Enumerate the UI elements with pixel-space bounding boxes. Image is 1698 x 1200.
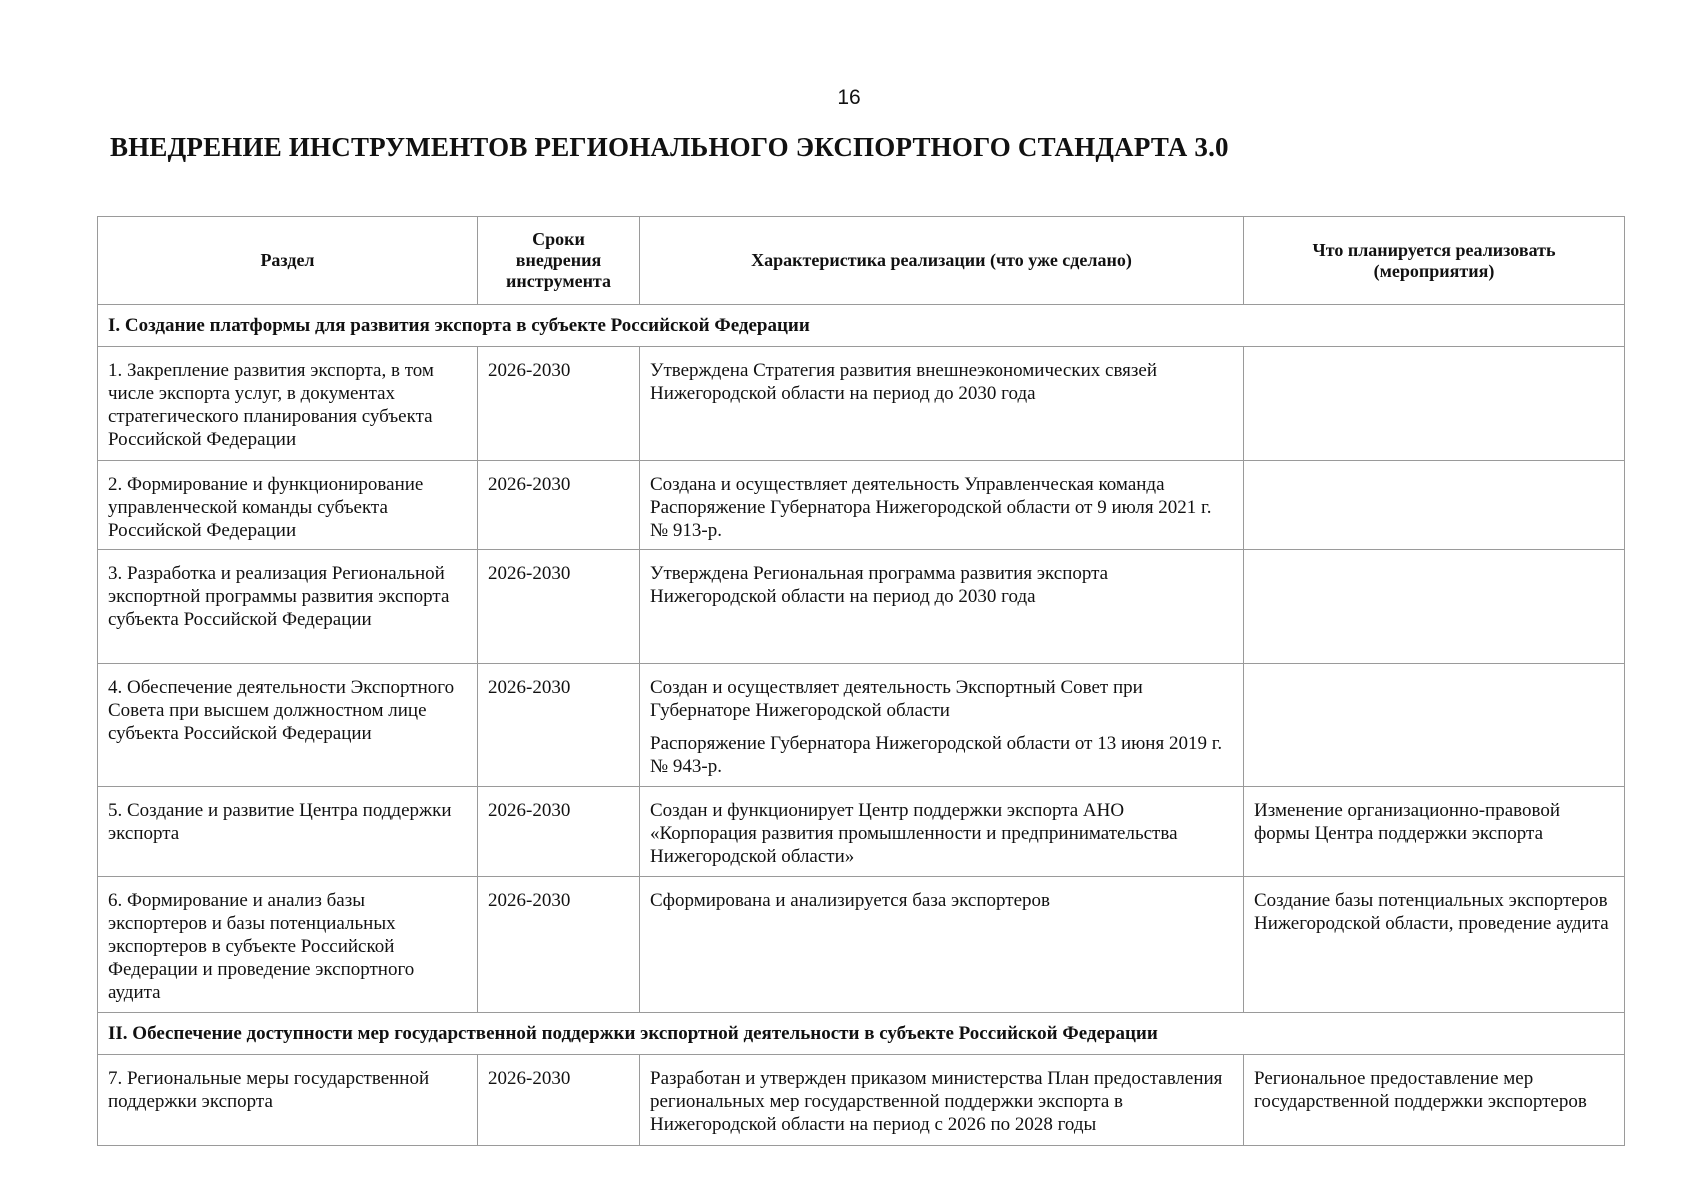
document-title: ВНЕДРЕНИЕ ИНСТРУМЕНТОВ РЕГИОНАЛЬНОГО ЭКСПОРТНОГО СТАНДАРТА 3.0 [110,132,1229,162]
header-planned: Что планируется реализовать (мероприятия) [1244,217,1625,305]
header-section: Раздел [98,217,478,305]
cell-planned: Изменение организационно-правовой формы Центра поддержки экспорта [1244,787,1625,877]
cell-timing: 2026-2030 [478,877,640,1013]
section-heading-row [98,305,1625,347]
implementation-table [97,216,1625,1146]
cell-section: 2. Формирование и функционирование управленческой команды субъекта Российской Федерации [98,461,478,550]
page-number: 16 [837,86,861,109]
cell-timing: 2026-2030 [478,461,640,550]
cell-timing: 2026-2030 [478,787,640,877]
done-paragraph: Распоряжение Губернатора Нижегородской области от 13 июня 2019 г. № 943-р. [650,733,1223,777]
cell-section: 1. Закрепление развития экспорта, в том числе экспорта услуг, в документах стратегического планирования субъекта Российской Федерации [98,347,478,461]
done-paragraph: Создана и осуществляет деятельность Управленческая команда Распоряжение Губернатора Нижегородской области от 9 июля 2021 г. № 913-р. [650,474,1212,541]
cell-done [640,347,1244,461]
cell-timing: 2026-2030 [478,1055,640,1146]
cell-planned: Создание базы потенциальных экспортеров Нижегородской области, проведение аудита [1244,877,1625,1013]
cell-done [640,550,1244,664]
done-paragraph: Создан и функционирует Центр поддержки экспорта АНО «Корпорация развития промышленности и предпринимательства Нижегородской области» [650,800,1178,867]
cell-planned [1244,664,1625,787]
table-row [98,664,1625,787]
table-body [98,305,1625,1146]
cell-section: 4. Обеспечение деятельности Экспортного Совета при высшем должностном лице субъекта Российской Федерации [98,664,478,787]
cell-timing: 2026-2030 [478,550,640,664]
cell-section: 7. Региональные меры государственной поддержки экспорта [98,1055,478,1146]
done-paragraph: Создан и осуществляет деятельность Экспортный Совет при Губернаторе Нижегородской области [650,677,1143,721]
section-heading: II. Обеспечение доступности мер государственной поддержки экспортной деятельности в субъекте Российской Федерации [98,1013,1625,1055]
header-timing: Сроки внедрения инструмента [478,217,640,305]
cell-done [640,877,1244,1013]
cell-section: 3. Разработка и реализация Региональной экспортной программы развития экспорта субъекта Российской Федерации [98,550,478,664]
table-row [98,787,1625,877]
section-heading: I. Создание платформы для развития экспорта в субъекте Российской Федерации [98,305,1625,347]
cell-planned: Региональное предоставление мер государственной поддержки экспортеров [1244,1055,1625,1146]
cell-section: 5. Создание и развитие Центра поддержки экспорта [98,787,478,877]
table-row [98,347,1625,461]
done-paragraph: Утверждена Стратегия развития внешнеэкономических связей Нижегородской области на период до 2030 года [650,360,1158,404]
table-row [98,550,1625,664]
cell-timing: 2026-2030 [478,664,640,787]
done-paragraph: Сформирована и анализируется база экспортеров [650,890,1050,911]
cell-done [640,1055,1244,1146]
done-paragraph: Утверждена Региональная программа развития экспорта Нижегородской области на период до 2030 года [650,563,1109,607]
cell-planned [1244,461,1625,550]
cell-planned [1244,550,1625,664]
cell-timing: 2026-2030 [478,347,640,461]
cell-done [640,787,1244,877]
cell-planned [1244,347,1625,461]
table-row [98,461,1625,550]
table-row [98,877,1625,1013]
header-done: Характеристика реализации (что уже сделано) [640,217,1244,305]
done-paragraph: Разработан и утвержден приказом министерства План предоставления региональных мер государственной поддержки экспорта в Нижегородской области на период с 2026 по 2028 годы [650,1068,1223,1135]
cell-section: 6. Формирование и анализ базы экспортеров и базы потенциальных экспортеров в субъекте Российской Федерации и проведение экспортного аудита [98,877,478,1013]
table-header-row [98,217,1625,305]
section-heading-row [98,1013,1625,1055]
cell-done [640,664,1244,787]
table-row [98,1055,1625,1146]
cell-done [640,461,1244,550]
